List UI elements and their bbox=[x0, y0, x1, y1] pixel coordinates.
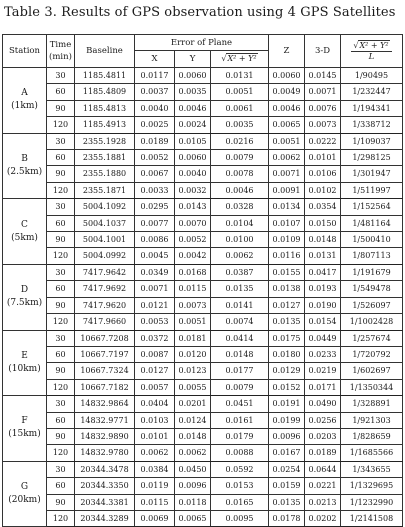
table-cell: 0.0154 bbox=[305, 314, 341, 330]
table-cell: 0.0061 bbox=[211, 100, 269, 116]
table-cell: 0.0040 bbox=[135, 100, 175, 116]
table-cell: 0.0117 bbox=[135, 68, 175, 84]
table-cell: 10667.7324 bbox=[75, 363, 135, 379]
table-cell: 0.0153 bbox=[211, 478, 269, 494]
table-cell: 0.0070 bbox=[175, 215, 211, 231]
header-z: Z bbox=[269, 35, 305, 68]
table-cell: 10667.7197 bbox=[75, 346, 135, 362]
table-cell: 0.0127 bbox=[269, 297, 305, 313]
table-cell: 0.0106 bbox=[305, 166, 341, 182]
table-row bbox=[3, 248, 403, 264]
table-cell: 30 bbox=[47, 133, 75, 149]
table-cell: 0.0131 bbox=[211, 68, 269, 84]
table-cell: 0.0049 bbox=[269, 84, 305, 100]
table-cell: 0.0152 bbox=[269, 379, 305, 395]
table-cell: 0.0165 bbox=[211, 494, 269, 510]
header-3d: 3-D bbox=[305, 35, 341, 68]
station-cell bbox=[3, 133, 47, 199]
table-cell: 0.0069 bbox=[135, 510, 175, 526]
table-cell: 0.0103 bbox=[135, 412, 175, 428]
table-cell: 0.0062 bbox=[211, 248, 269, 264]
table-cell: 0.0053 bbox=[135, 314, 175, 330]
table-cell: 0.0095 bbox=[211, 510, 269, 526]
table-cell: 60 bbox=[47, 346, 75, 362]
table-cell: 0.0074 bbox=[211, 314, 269, 330]
table-row bbox=[3, 199, 403, 215]
table-cell: 7417.9620 bbox=[75, 297, 135, 313]
table-cell: 0.0404 bbox=[135, 396, 175, 412]
table-cell: 0.0135 bbox=[269, 314, 305, 330]
table-cell: 1/511997 bbox=[341, 182, 403, 198]
table-cell: 0.0105 bbox=[175, 133, 211, 149]
table-cell: 0.0148 bbox=[175, 428, 211, 444]
table-cell: 0.0189 bbox=[305, 445, 341, 461]
table-cell: 5004.1037 bbox=[75, 215, 135, 231]
table-cell: 1/500410 bbox=[341, 232, 403, 248]
table-cell: 0.0387 bbox=[211, 264, 269, 280]
table-cell: 1/152564 bbox=[341, 199, 403, 215]
table-row bbox=[3, 150, 403, 166]
table-cell: 30 bbox=[47, 396, 75, 412]
table-cell: 0.0073 bbox=[175, 297, 211, 313]
table-cell: 1/720792 bbox=[341, 346, 403, 362]
table-cell: 7417.9692 bbox=[75, 281, 135, 297]
table-cell: 2355.1928 bbox=[75, 133, 135, 149]
gps-results-table bbox=[2, 34, 403, 527]
table-row bbox=[3, 510, 403, 526]
table-cell: 0.0175 bbox=[269, 330, 305, 346]
table-cell: 10667.7208 bbox=[75, 330, 135, 346]
table-cell: 0.0161 bbox=[211, 412, 269, 428]
table-row bbox=[3, 461, 403, 477]
table-cell: 0.0115 bbox=[175, 281, 211, 297]
header-x: X bbox=[135, 51, 175, 68]
table-cell: 0.0076 bbox=[305, 100, 341, 116]
table-cell: 0.0141 bbox=[211, 297, 269, 313]
table-cell: 90 bbox=[47, 166, 75, 182]
table-cell: 0.0221 bbox=[305, 478, 341, 494]
table-cell: 14832.9890 bbox=[75, 428, 135, 444]
table-cell: 0.0328 bbox=[211, 199, 269, 215]
table-cell: 120 bbox=[47, 510, 75, 526]
station-name: E bbox=[21, 350, 28, 361]
table-cell: 0.0178 bbox=[269, 510, 305, 526]
table-cell: 1185.4811 bbox=[75, 68, 135, 84]
table-cell: 0.0121 bbox=[135, 297, 175, 313]
table-cell: 90 bbox=[47, 428, 75, 444]
table-cell: 0.0096 bbox=[175, 478, 211, 494]
table-cell: 0.0168 bbox=[175, 264, 211, 280]
table-cell: 0.0025 bbox=[135, 117, 175, 133]
table-cell: 0.0100 bbox=[211, 232, 269, 248]
table-cell: 0.0073 bbox=[305, 117, 341, 133]
table-row bbox=[3, 264, 403, 280]
table-row bbox=[3, 428, 403, 444]
table-cell: 0.0071 bbox=[305, 84, 341, 100]
table-cell: 2355.1871 bbox=[75, 182, 135, 198]
table-cell: 1/481164 bbox=[341, 215, 403, 231]
table-cell: 1/1685566 bbox=[341, 445, 403, 461]
table-cell: 30 bbox=[47, 461, 75, 477]
station-cell bbox=[3, 396, 47, 462]
table-cell: 120 bbox=[47, 182, 75, 198]
table-cell: 0.0202 bbox=[305, 510, 341, 526]
table-cell: 0.0055 bbox=[175, 379, 211, 395]
table-cell: 1/343655 bbox=[341, 461, 403, 477]
table-cell: 1/109037 bbox=[341, 133, 403, 149]
table-cell: 0.0219 bbox=[305, 363, 341, 379]
station-cell bbox=[3, 68, 47, 134]
table-cell: 0.0199 bbox=[269, 412, 305, 428]
table-cell: 0.0127 bbox=[135, 363, 175, 379]
station-distance: (15km) bbox=[8, 429, 41, 440]
table-cell: 0.0148 bbox=[305, 232, 341, 248]
table-cell: 0.0060 bbox=[175, 150, 211, 166]
station-distance: (20km) bbox=[8, 495, 41, 506]
station-cell bbox=[3, 264, 47, 330]
table-cell: 1/602697 bbox=[341, 363, 403, 379]
table-cell: 0.0096 bbox=[269, 428, 305, 444]
table-cell: 10667.7182 bbox=[75, 379, 135, 395]
table-cell: 0.0060 bbox=[175, 68, 211, 84]
table-cell: 1/549478 bbox=[341, 281, 403, 297]
table-cell: 0.0449 bbox=[305, 330, 341, 346]
table-cell: 20344.3289 bbox=[75, 510, 135, 526]
table-cell: 1185.4809 bbox=[75, 84, 135, 100]
table-cell: 90 bbox=[47, 232, 75, 248]
table-cell: 1/338712 bbox=[341, 117, 403, 133]
table-row bbox=[3, 84, 403, 100]
table-cell: 0.0131 bbox=[305, 248, 341, 264]
table-cell: 0.0033 bbox=[135, 182, 175, 198]
table-row bbox=[3, 363, 403, 379]
table-cell: 1/298125 bbox=[341, 150, 403, 166]
station-distance: (10km) bbox=[8, 363, 41, 374]
table-cell: 0.0051 bbox=[211, 84, 269, 100]
table-cell: 60 bbox=[47, 84, 75, 100]
station-distance: (2.5km) bbox=[6, 166, 43, 177]
table-cell: 60 bbox=[47, 281, 75, 297]
table-cell: 0.0101 bbox=[305, 150, 341, 166]
table-cell: 20344.3350 bbox=[75, 478, 135, 494]
table-cell: 0.0119 bbox=[135, 478, 175, 494]
table-cell: 60 bbox=[47, 478, 75, 494]
table-cell: 0.0180 bbox=[269, 346, 305, 362]
table-cell: 1/301947 bbox=[341, 166, 403, 182]
table-row bbox=[3, 281, 403, 297]
table-cell: 0.0078 bbox=[211, 166, 269, 182]
table-row bbox=[3, 133, 403, 149]
table-cell: 0.0087 bbox=[135, 346, 175, 362]
station-distance: (5km) bbox=[11, 232, 38, 243]
table-cell: 0.0051 bbox=[269, 133, 305, 149]
table-row bbox=[3, 396, 403, 412]
table-cell: 0.0171 bbox=[305, 379, 341, 395]
table-cell: 0.0143 bbox=[175, 199, 211, 215]
table-cell: 0.0046 bbox=[175, 100, 211, 116]
table-cell: 0.0102 bbox=[305, 182, 341, 198]
table-cell: 0.0417 bbox=[305, 264, 341, 280]
table-cell: 30 bbox=[47, 68, 75, 84]
table-cell: 0.0079 bbox=[211, 150, 269, 166]
table-cell: 5004.1001 bbox=[75, 232, 135, 248]
table-cell: 0.0190 bbox=[305, 297, 341, 313]
table-cell: 30 bbox=[47, 199, 75, 215]
table-cell: 0.0046 bbox=[269, 100, 305, 116]
table-cell: 0.0062 bbox=[269, 150, 305, 166]
table-cell: 0.0138 bbox=[269, 281, 305, 297]
table-cell: 120 bbox=[47, 117, 75, 133]
table-cell: 120 bbox=[47, 314, 75, 330]
table-cell: 0.0451 bbox=[211, 396, 269, 412]
table-cell: 1/257674 bbox=[341, 330, 403, 346]
table-cell: 0.0071 bbox=[269, 166, 305, 182]
table-cell: 20344.3381 bbox=[75, 494, 135, 510]
table-cell: 0.0120 bbox=[175, 346, 211, 362]
table-cell: 0.0065 bbox=[269, 117, 305, 133]
table-cell: 1/1329695 bbox=[341, 478, 403, 494]
table-row bbox=[3, 379, 403, 395]
table-cell: 0.0233 bbox=[305, 346, 341, 362]
table-cell: 0.0148 bbox=[211, 346, 269, 362]
header-baseline: Baseline bbox=[75, 35, 135, 68]
table-cell: 0.0384 bbox=[135, 461, 175, 477]
table-row bbox=[3, 445, 403, 461]
table-row bbox=[3, 314, 403, 330]
table-cell: 14832.9771 bbox=[75, 412, 135, 428]
table-cell: 0.0065 bbox=[175, 510, 211, 526]
table-row bbox=[3, 166, 403, 182]
table-cell: 0.0349 bbox=[135, 264, 175, 280]
table-cell: 0.0052 bbox=[135, 150, 175, 166]
table-row bbox=[3, 100, 403, 116]
table-cell: 0.0179 bbox=[211, 428, 269, 444]
table-row bbox=[3, 494, 403, 510]
table-cell: 0.0123 bbox=[175, 363, 211, 379]
table-cell: 0.0201 bbox=[175, 396, 211, 412]
table-cell: 0.0062 bbox=[135, 445, 175, 461]
table-row bbox=[3, 68, 403, 84]
table-cell: 0.0450 bbox=[175, 461, 211, 477]
table-cell: 0.0159 bbox=[269, 478, 305, 494]
table-cell: 0.0129 bbox=[269, 363, 305, 379]
table-cell: 60 bbox=[47, 412, 75, 428]
table-row bbox=[3, 117, 403, 133]
table-cell: 90 bbox=[47, 297, 75, 313]
table-cell: 0.0134 bbox=[269, 199, 305, 215]
station-name: B bbox=[21, 153, 28, 164]
sqrt-expression: √X² + Y² bbox=[221, 54, 257, 63]
table-cell: 0.0592 bbox=[211, 461, 269, 477]
table-cell: 120 bbox=[47, 379, 75, 395]
table-cell: 0.0216 bbox=[211, 133, 269, 149]
station-cell bbox=[3, 330, 47, 396]
station-name: F bbox=[21, 416, 28, 427]
table-cell: 1/194341 bbox=[341, 100, 403, 116]
table-cell: 1/1232990 bbox=[341, 494, 403, 510]
table-cell: 0.0071 bbox=[135, 281, 175, 297]
table-cell: 0.0155 bbox=[269, 264, 305, 280]
station-name: G bbox=[20, 482, 29, 493]
table-cell: 0.0135 bbox=[211, 281, 269, 297]
header-error-of-plane: Error of Plane bbox=[135, 35, 269, 51]
table-cell: 0.0042 bbox=[175, 248, 211, 264]
table-cell: 0.0037 bbox=[135, 84, 175, 100]
table-cell: 60 bbox=[47, 215, 75, 231]
table-cell: 30 bbox=[47, 330, 75, 346]
table-cell: 1/1002428 bbox=[341, 314, 403, 330]
ratio-fraction bbox=[351, 40, 391, 63]
table-cell: 14832.9780 bbox=[75, 445, 135, 461]
table-cell: 1185.4813 bbox=[75, 100, 135, 116]
table-row bbox=[3, 232, 403, 248]
table-cell: 0.0051 bbox=[175, 314, 211, 330]
table-cell: 2355.1880 bbox=[75, 166, 135, 182]
table-cell: 7417.9660 bbox=[75, 314, 135, 330]
table-cell: 0.0256 bbox=[305, 412, 341, 428]
table-cell: 0.0213 bbox=[305, 494, 341, 510]
table-cell: 1/807113 bbox=[341, 248, 403, 264]
table-cell: 0.0118 bbox=[175, 494, 211, 510]
table-cell: 1/526097 bbox=[341, 297, 403, 313]
table-cell: 7417.9642 bbox=[75, 264, 135, 280]
table-body bbox=[3, 68, 403, 527]
table-cell: 14832.9864 bbox=[75, 396, 135, 412]
table-cell: 90 bbox=[47, 100, 75, 116]
ratio-numerator: √X² + Y² bbox=[351, 40, 391, 52]
table-cell: 20344.3478 bbox=[75, 461, 135, 477]
header-time-unit: (min) bbox=[49, 52, 72, 62]
table-cell: 120 bbox=[47, 445, 75, 461]
table-cell: 0.0116 bbox=[269, 248, 305, 264]
table-row bbox=[3, 478, 403, 494]
table-cell: 0.0040 bbox=[175, 166, 211, 182]
table-cell: 0.0177 bbox=[211, 363, 269, 379]
table-cell: 0.0052 bbox=[175, 232, 211, 248]
table-cell: 0.0060 bbox=[269, 68, 305, 84]
table-cell: 0.0254 bbox=[269, 461, 305, 477]
table-cell: 5004.1092 bbox=[75, 199, 135, 215]
table-cell: 0.0354 bbox=[305, 199, 341, 215]
table-cell: 0.0091 bbox=[269, 182, 305, 198]
table-row bbox=[3, 182, 403, 198]
table-cell: 1/191679 bbox=[341, 264, 403, 280]
table-cell: 0.0181 bbox=[175, 330, 211, 346]
table-cell: 0.0086 bbox=[135, 232, 175, 248]
header-sqrt bbox=[211, 51, 269, 68]
table-row bbox=[3, 412, 403, 428]
table-cell: 0.0057 bbox=[135, 379, 175, 395]
table-cell: 0.0079 bbox=[211, 379, 269, 395]
table-cell: 1/328891 bbox=[341, 396, 403, 412]
table-cell: 0.0024 bbox=[175, 117, 211, 133]
table-cell: 1/2141508 bbox=[341, 510, 403, 526]
table-cell: 0.0222 bbox=[305, 133, 341, 149]
header-ratio bbox=[341, 35, 403, 68]
table-cell: 0.0107 bbox=[269, 215, 305, 231]
table-cell: 60 bbox=[47, 150, 75, 166]
table-cell: 0.0203 bbox=[305, 428, 341, 444]
table-cell: 0.0062 bbox=[175, 445, 211, 461]
ratio-denominator: L bbox=[368, 51, 375, 62]
table-cell: 0.0295 bbox=[135, 199, 175, 215]
table-cell: 0.0135 bbox=[269, 494, 305, 510]
table-cell: 0.0145 bbox=[305, 68, 341, 84]
table-cell: 0.0414 bbox=[211, 330, 269, 346]
station-name: C bbox=[21, 219, 28, 230]
table-cell: 0.0372 bbox=[135, 330, 175, 346]
station-name: A bbox=[21, 88, 28, 99]
table-cell: 0.0150 bbox=[305, 215, 341, 231]
header-time-label: Time bbox=[49, 40, 72, 50]
table-cell: 0.0115 bbox=[135, 494, 175, 510]
table-row bbox=[3, 346, 403, 362]
table-cell: 1/1350344 bbox=[341, 379, 403, 395]
table-cell: 0.0167 bbox=[269, 445, 305, 461]
table-cell: 0.0088 bbox=[211, 445, 269, 461]
table-cell: 1185.4913 bbox=[75, 117, 135, 133]
table-cell: 0.0046 bbox=[211, 182, 269, 198]
table-row bbox=[3, 330, 403, 346]
table-cell: 0.0644 bbox=[305, 461, 341, 477]
table-row bbox=[3, 215, 403, 231]
table-row bbox=[3, 297, 403, 313]
table-cell: 0.0035 bbox=[211, 117, 269, 133]
table-cell: 0.0035 bbox=[175, 84, 211, 100]
table-cell: 5004.0992 bbox=[75, 248, 135, 264]
header-y: Y bbox=[175, 51, 211, 68]
table-cell: 90 bbox=[47, 363, 75, 379]
station-cell bbox=[3, 199, 47, 265]
station-name: D bbox=[20, 285, 29, 296]
table-cell: 90 bbox=[47, 494, 75, 510]
station-cell bbox=[3, 461, 47, 527]
table-cell: 30 bbox=[47, 264, 75, 280]
table-cell: 0.0189 bbox=[135, 133, 175, 149]
table-cell: 1/232447 bbox=[341, 84, 403, 100]
table-cell: 0.0032 bbox=[175, 182, 211, 198]
table-cell: 1/90495 bbox=[341, 68, 403, 84]
table-cell: 2355.1881 bbox=[75, 150, 135, 166]
table-cell: 0.0124 bbox=[175, 412, 211, 428]
header-time bbox=[47, 35, 75, 68]
table-cell: 1/828659 bbox=[341, 428, 403, 444]
table-cell: 1/921303 bbox=[341, 412, 403, 428]
station-distance: (7.5km) bbox=[6, 298, 43, 309]
table-cell: 0.0077 bbox=[135, 215, 175, 231]
table-cell: 0.0045 bbox=[135, 248, 175, 264]
table-cell: 0.0193 bbox=[305, 281, 341, 297]
table-cell: 0.0109 bbox=[269, 232, 305, 248]
table-caption: Table 3. Results of GPS observation using 4 GPS Satellites bbox=[4, 5, 396, 20]
table-cell: 120 bbox=[47, 248, 75, 264]
table-cell: 0.0191 bbox=[269, 396, 305, 412]
table-cell: 0.0490 bbox=[305, 396, 341, 412]
header-station: Station bbox=[3, 35, 47, 68]
table-cell: 0.0101 bbox=[135, 428, 175, 444]
table-cell: 0.0104 bbox=[211, 215, 269, 231]
station-distance: (1km) bbox=[11, 101, 38, 112]
table-cell: 0.0067 bbox=[135, 166, 175, 182]
